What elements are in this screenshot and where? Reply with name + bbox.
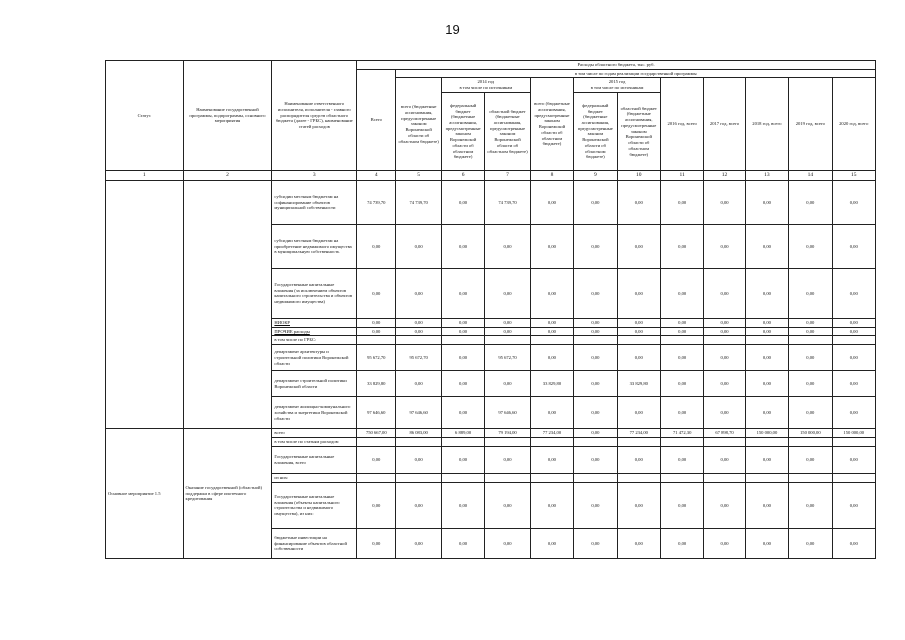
value-cell xyxy=(357,336,396,345)
value-cell: 0,00 xyxy=(789,318,832,327)
value-cell: 0,00 xyxy=(357,482,396,528)
value-cell: 0,00 xyxy=(441,371,484,397)
value-cell: 0,00 xyxy=(660,528,703,558)
year-2020-header: 2020 год, всего xyxy=(832,78,875,170)
value-cell: 77 234,00 xyxy=(617,429,660,438)
value-cell: 0,00 xyxy=(832,371,875,397)
table-row xyxy=(106,429,876,438)
column-number: 14 xyxy=(789,170,832,180)
year-2014-header: 2014 год в том числе по источникам xyxy=(441,78,530,92)
column-number: 2 xyxy=(183,170,272,180)
value-cell: 0,00 xyxy=(660,371,703,397)
value-cell: 0,00 xyxy=(574,447,617,474)
value-cell: 97 646,60 xyxy=(485,397,530,429)
value-cell: 0,00 xyxy=(832,397,875,429)
value-cell: 0,00 xyxy=(745,447,788,474)
regional-2015-header: областной бюджет (бюджетные ассигнования, предусмотренные законом Воронежской области об областном бюджете) xyxy=(617,92,660,170)
column-number: 10 xyxy=(617,170,660,180)
value-cell: 0,00 xyxy=(530,447,573,474)
expense-label: субсидии местным бюджетам на приобретение недвижимого имущества в муниципальную собственность xyxy=(272,224,357,268)
value-cell: 0,00 xyxy=(530,327,573,336)
value-cell: 0,00 xyxy=(789,528,832,558)
value-cell: 0,00 xyxy=(745,482,788,528)
year-2018-header: 2018 год, всего xyxy=(745,78,788,170)
value-cell: 0,00 xyxy=(660,397,703,429)
value-cell: 0,00 xyxy=(832,224,875,268)
executor-header: Наименование ответственного исполнителя, исполнителя - главного распорядителя средств областного бюджета (далее - ГРБС), наименование статей расходов xyxy=(272,61,357,171)
value-cell: 86 083,00 xyxy=(396,429,441,438)
value-cell: 0,00 xyxy=(574,345,617,371)
value-cell: 0,00 xyxy=(441,224,484,268)
table-body xyxy=(106,180,876,558)
page-number: 19 xyxy=(445,22,460,37)
value-cell: 0,00 xyxy=(745,371,788,397)
value-cell: 0,00 xyxy=(832,528,875,558)
value-cell: 0,00 xyxy=(396,327,441,336)
value-cell xyxy=(530,336,573,345)
expense-label: субсидии местным бюджетам на софинансирование объектов муниципальной собственности xyxy=(272,180,357,224)
value-cell xyxy=(704,474,745,483)
expense-label: Государственные капитальные вложения (за исключением объектов капитального строительства и объектов недвижимого имущества) xyxy=(272,268,357,318)
expenses-header: Расходы областного бюджета, тыс. руб. xyxy=(357,61,876,70)
value-cell: 0,00 xyxy=(660,345,703,371)
value-cell: 0,00 xyxy=(660,482,703,528)
value-cell: 150 000,00 xyxy=(832,429,875,438)
value-cell: 0,00 xyxy=(832,180,875,224)
value-cell: 0,00 xyxy=(530,180,573,224)
value-cell xyxy=(396,336,441,345)
value-cell: 0,00 xyxy=(704,180,745,224)
value-cell: 0,00 xyxy=(530,345,573,371)
value-cell: 0,00 xyxy=(530,268,573,318)
value-cell: 0,00 xyxy=(745,327,788,336)
value-cell: 0,00 xyxy=(441,318,484,327)
value-cell: 0,00 xyxy=(396,224,441,268)
value-cell: 0,00 xyxy=(617,327,660,336)
value-cell: 74 739,70 xyxy=(357,180,396,224)
value-cell: 0,00 xyxy=(396,447,441,474)
value-cell: 0,00 xyxy=(441,447,484,474)
value-cell: 0,00 xyxy=(485,327,530,336)
value-cell: 95 672,70 xyxy=(357,345,396,371)
value-cell: 0,00 xyxy=(832,327,875,336)
value-cell: 0,00 xyxy=(574,371,617,397)
value-cell: 0,00 xyxy=(530,528,573,558)
value-cell: 97 646,60 xyxy=(396,397,441,429)
column-number: 5 xyxy=(396,170,441,180)
value-cell xyxy=(441,336,484,345)
expense-label: департамент жилищно-коммунального хозяйства и энергетики Воронежской области xyxy=(272,397,357,429)
value-cell xyxy=(617,438,660,447)
value-cell: 0,00 xyxy=(745,345,788,371)
value-cell: 0,00 xyxy=(485,371,530,397)
value-cell: 71 472,30 xyxy=(660,429,703,438)
expense-label: Государственные капитальные вложения (объекты капитального строительства и недвижимого имущества), из них: xyxy=(272,482,357,528)
column-number: 15 xyxy=(832,170,875,180)
value-cell xyxy=(789,474,832,483)
value-cell: 0,00 xyxy=(357,447,396,474)
value-cell: 95 672,70 xyxy=(485,345,530,371)
value-cell xyxy=(530,474,573,483)
value-cell: 0,00 xyxy=(574,482,617,528)
value-cell: 0,00 xyxy=(789,327,832,336)
expense-label: департамент архитектуры и строительной политики Воронежской области xyxy=(272,345,357,371)
value-cell: 95 672,70 xyxy=(396,345,441,371)
value-cell xyxy=(574,474,617,483)
value-cell: 0,00 xyxy=(704,371,745,397)
value-cell: 0,00 xyxy=(441,397,484,429)
value-cell: 0,00 xyxy=(530,482,573,528)
value-cell: 0,00 xyxy=(704,327,745,336)
value-cell: 0,00 xyxy=(832,318,875,327)
column-number: 1 xyxy=(106,170,184,180)
program-name-header: Наименование государственной программы, подпрограммы, основного мероприятия xyxy=(183,61,272,171)
value-cell xyxy=(574,336,617,345)
value-cell: 0,00 xyxy=(745,180,788,224)
value-cell xyxy=(789,438,832,447)
value-cell: 0,00 xyxy=(789,447,832,474)
federal-2014-header: федеральный бюджет (бюджетные ассигнования, предусмотренные законом Воронежской области об областном бюджете) xyxy=(441,92,484,170)
value-cell: 0,00 xyxy=(789,180,832,224)
value-cell: 33 829,80 xyxy=(357,371,396,397)
value-cell xyxy=(745,336,788,345)
value-cell: 150 000,00 xyxy=(789,429,832,438)
value-cell: 0,00 xyxy=(485,318,530,327)
year-2017-header: 2017 год, всего xyxy=(704,78,745,170)
value-cell: 0,00 xyxy=(745,318,788,327)
value-cell: 0,00 xyxy=(574,397,617,429)
value-cell xyxy=(574,438,617,447)
value-cell: 0,00 xyxy=(530,224,573,268)
value-cell: 0,00 xyxy=(574,268,617,318)
value-cell: 150 000,00 xyxy=(745,429,788,438)
value-cell xyxy=(357,474,396,483)
value-cell: 0,00 xyxy=(485,447,530,474)
value-cell: 0,00 xyxy=(832,482,875,528)
value-cell: 0,00 xyxy=(617,224,660,268)
years-header: в том числе по годам реализации государственной программы xyxy=(396,69,876,78)
value-cell: 77 234,00 xyxy=(530,429,573,438)
value-cell: 0,00 xyxy=(745,224,788,268)
value-cell: 0,00 xyxy=(660,224,703,268)
column-number: 7 xyxy=(485,170,530,180)
value-cell: 0,00 xyxy=(832,345,875,371)
table-header xyxy=(106,61,876,181)
expense-label: в том числе по статьям расходов: xyxy=(272,438,357,447)
value-cell: 0,00 xyxy=(660,318,703,327)
column-numbers-row xyxy=(106,170,876,180)
value-cell: 0,00 xyxy=(574,224,617,268)
year-2016-header: 2016 год, всего xyxy=(660,78,703,170)
column-number: 8 xyxy=(530,170,573,180)
expense-label: департамент строительной политики Воронежской области xyxy=(272,371,357,397)
value-cell xyxy=(357,438,396,447)
value-cell: 0,00 xyxy=(789,345,832,371)
value-cell: 0,00 xyxy=(704,224,745,268)
value-cell: 0,00 xyxy=(441,345,484,371)
value-cell: 0,00 xyxy=(789,482,832,528)
value-cell: 0,00 xyxy=(617,528,660,558)
value-cell: 0,00 xyxy=(485,482,530,528)
value-cell: 0,00 xyxy=(617,345,660,371)
value-cell xyxy=(441,438,484,447)
value-cell: 0,00 xyxy=(789,268,832,318)
value-cell: 0,00 xyxy=(789,397,832,429)
value-cell: 0,00 xyxy=(704,447,745,474)
value-cell: 0,00 xyxy=(704,345,745,371)
value-cell: 0,00 xyxy=(441,528,484,558)
value-cell xyxy=(704,438,745,447)
value-cell: 0,00 xyxy=(704,397,745,429)
table-row xyxy=(106,180,876,224)
value-cell: 0,00 xyxy=(660,180,703,224)
program-name-cell xyxy=(183,180,272,428)
value-cell: 97 646,60 xyxy=(357,397,396,429)
regional-2014-header: областной бюджет (бюджетные ассигнования, предусмотренные законом Воронежской области об областном бюджете) xyxy=(485,92,530,170)
total-header: Всего xyxy=(357,69,396,170)
value-cell: 0,00 xyxy=(357,224,396,268)
value-cell: 0,00 xyxy=(485,224,530,268)
value-cell xyxy=(396,438,441,447)
expense-label: в том числе по ГРБС: xyxy=(272,336,357,345)
value-cell: 0,00 xyxy=(574,327,617,336)
value-cell: 0,00 xyxy=(660,327,703,336)
value-cell: 0,00 xyxy=(617,482,660,528)
value-cell: 0,00 xyxy=(441,180,484,224)
value-cell: 0,00 xyxy=(530,318,573,327)
value-cell: 0,00 xyxy=(704,318,745,327)
value-cell xyxy=(704,336,745,345)
value-cell: 0,00 xyxy=(617,180,660,224)
value-cell: 0,00 xyxy=(704,482,745,528)
value-cell: 0,00 xyxy=(396,482,441,528)
value-cell: 0,00 xyxy=(441,268,484,318)
value-cell: 0,00 xyxy=(357,268,396,318)
value-cell: 750 667,00 xyxy=(357,429,396,438)
expense-label: Государственные капитальные вложения, всего xyxy=(272,447,357,474)
value-cell: 0,00 xyxy=(832,268,875,318)
value-cell: 0,00 xyxy=(789,371,832,397)
value-cell: 0,00 xyxy=(357,318,396,327)
value-cell: 0,00 xyxy=(441,482,484,528)
value-cell: 74 739,70 xyxy=(396,180,441,224)
value-cell: 0,00 xyxy=(789,224,832,268)
value-cell xyxy=(832,336,875,345)
value-cell: 0,00 xyxy=(485,268,530,318)
expense-label: бюджетные инвестиции на финансирование объектов областной собственности xyxy=(272,528,357,558)
value-cell xyxy=(745,438,788,447)
expense-label: всего xyxy=(272,429,357,438)
value-cell: 74 739,70 xyxy=(485,180,530,224)
column-number: 9 xyxy=(574,170,617,180)
value-cell xyxy=(617,336,660,345)
year-2015-header: 2015 год в том числе по источникам xyxy=(574,78,661,92)
value-cell xyxy=(660,438,703,447)
value-cell xyxy=(485,438,530,447)
value-cell xyxy=(745,474,788,483)
budget-table xyxy=(105,60,876,559)
value-cell: 0,00 xyxy=(396,371,441,397)
value-cell xyxy=(441,474,484,483)
value-cell: 67 898,70 xyxy=(704,429,745,438)
expense-label: ПРОЧИЕ расходы xyxy=(272,327,357,336)
value-cell: 0,00 xyxy=(574,429,617,438)
value-cell: 0,00 xyxy=(745,268,788,318)
value-cell xyxy=(832,474,875,483)
total-2015-header: всего (бюджетные ассигнования, предусмотренные законом Воронежской области об областном бюджете) xyxy=(530,78,573,170)
value-cell: 0,00 xyxy=(396,268,441,318)
total-2014-header: всего (бюджетные ассигнования, предусмотренные законом Воронежской области об областном бюджете) xyxy=(396,78,441,170)
value-cell: 0,00 xyxy=(574,528,617,558)
value-cell: 0,00 xyxy=(617,318,660,327)
column-number: 6 xyxy=(441,170,484,180)
status-header: Статус xyxy=(106,61,184,171)
column-number: 4 xyxy=(357,170,396,180)
status-cell xyxy=(106,180,184,428)
value-cell: 0,00 xyxy=(574,180,617,224)
value-cell: 0,00 xyxy=(617,447,660,474)
value-cell xyxy=(617,474,660,483)
value-cell: 0,00 xyxy=(396,528,441,558)
value-cell xyxy=(485,336,530,345)
value-cell: 0,00 xyxy=(485,528,530,558)
value-cell xyxy=(660,474,703,483)
value-cell xyxy=(396,474,441,483)
year-2019-header: 2019 год, всего xyxy=(789,78,832,170)
value-cell: 0,00 xyxy=(660,268,703,318)
value-cell: 0,00 xyxy=(704,528,745,558)
value-cell: 79 194,00 xyxy=(485,429,530,438)
value-cell: 0,00 xyxy=(745,528,788,558)
column-number: 13 xyxy=(745,170,788,180)
value-cell: 0,00 xyxy=(530,397,573,429)
column-number: 12 xyxy=(704,170,745,180)
value-cell: 33 829,80 xyxy=(617,371,660,397)
value-cell: 0,00 xyxy=(357,528,396,558)
value-cell: 0,00 xyxy=(660,447,703,474)
expense-label: из них: xyxy=(272,474,357,483)
value-cell: 0,00 xyxy=(745,397,788,429)
value-cell xyxy=(660,336,703,345)
column-number: 11 xyxy=(660,170,703,180)
event-status: Основное мероприятие 1.5 xyxy=(106,429,184,559)
value-cell: 6 889,00 xyxy=(441,429,484,438)
value-cell: 0,00 xyxy=(832,447,875,474)
column-number: 3 xyxy=(272,170,357,180)
federal-2015-header: федеральный бюджет (бюджетные ассигнования, предусмотренные законом Воронежской области об областном бюджете) xyxy=(574,92,617,170)
value-cell: 0,00 xyxy=(357,327,396,336)
value-cell: 0,00 xyxy=(617,397,660,429)
value-cell: 0,00 xyxy=(396,318,441,327)
value-cell: 33 829,80 xyxy=(530,371,573,397)
value-cell: 0,00 xyxy=(704,268,745,318)
value-cell: 0,00 xyxy=(617,268,660,318)
event-name: Оказание государственной (областной) поддержки в сфере ипотечного кредитования xyxy=(183,429,272,559)
expense-label: НИОКР xyxy=(272,318,357,327)
value-cell xyxy=(789,336,832,345)
value-cell xyxy=(485,474,530,483)
value-cell: 0,00 xyxy=(574,318,617,327)
value-cell xyxy=(530,438,573,447)
value-cell xyxy=(832,438,875,447)
value-cell: 0,00 xyxy=(441,327,484,336)
